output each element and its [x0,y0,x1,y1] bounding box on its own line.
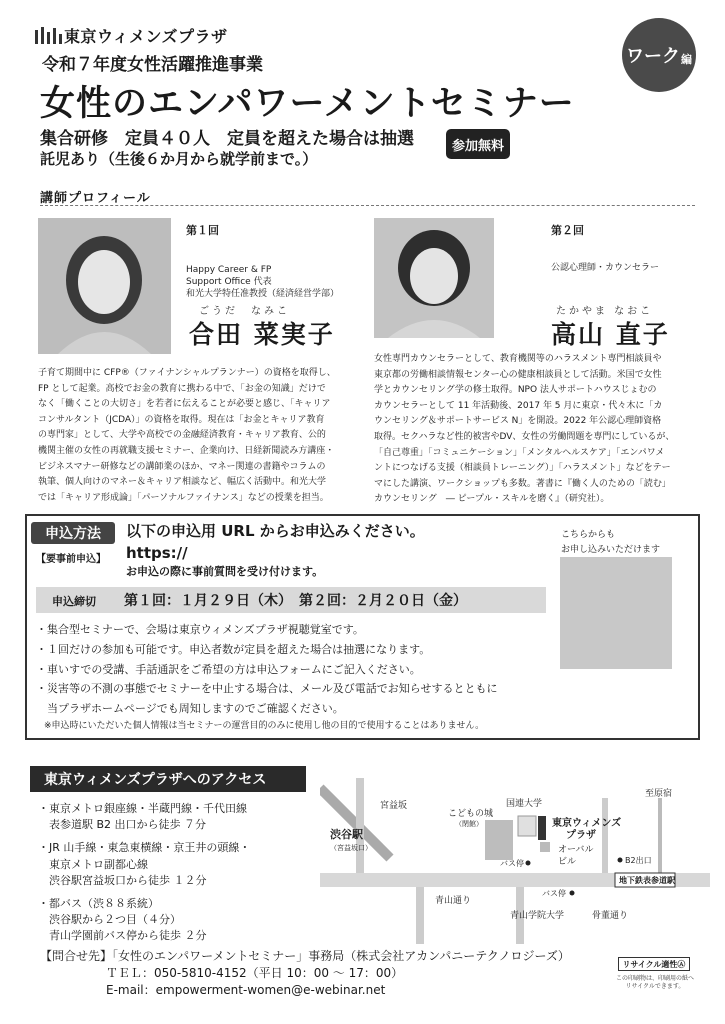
lecturer-1-name: 合田 菜実子 [189,320,335,349]
svg-text:プラザ: プラザ [566,830,596,841]
list-item: ・車いすでの受講、手話通訳をご希望の方は申込フォームにご記入ください。 [36,662,421,676]
qr-label: こちらからも お申し込みいただけます [561,530,661,555]
work-badge-suffix: 編 [681,53,692,66]
lecturer-2-ruby: たかやま なおこ [556,306,654,317]
list-item: ・１回だけの参加も可能です。申込者数が定員を超えた場合は抽選になります。 [36,642,431,656]
contact-phone: ＴＥＬ：050-5810-4152（平日 10：00 ～ 17：00） [106,966,404,980]
list-item: ・災害等の不測の事態でセミナーを中止する場合は、メール及び電話でお知らせするとともに [36,682,498,696]
logo-text: 東京ウィメンズプラザ [64,27,228,46]
svg-text:国連大学: 国連大学 [506,799,543,809]
list-item: 当プラザホームページでも周知しますのでご確認ください。 [36,702,344,716]
work-edition-badge [622,18,696,92]
deadline-label: 申込締切 [52,595,96,608]
lecturer-2-round: 第２回 [551,224,584,237]
svg-text:ビル: ビル [558,857,577,867]
svg-text:骨董通り: 骨董通り [592,911,629,921]
svg-text:地下鉄表参道駅: 地下鉄表参道駅 [619,876,675,885]
recycle-mark: リサイクル適性Ⓐ [618,957,690,971]
plaza-building [538,816,546,840]
lecturer-1-role: Happy Career & FP Support Office 代表 和光大学特任准教授（経済経営学部） [186,265,340,299]
application-instruction: 以下の申込用 URL からお申込みください。 [126,522,425,540]
application-label: 申込方法 [31,522,115,544]
work-badge-text: ワーク [626,46,680,67]
plaza-logo-icon [34,26,64,46]
map-shibuya-label: 渋谷駅 [330,828,363,841]
profile-heading: 講師プロフィール [40,191,151,206]
svg-text:（宮益坂口）: （宮益坂口） [330,844,372,852]
contact-info [40,948,570,999]
qr-code-placeholder[interactable] [560,557,672,669]
application-question-note: お申込の際に事前質問を受け付けます。 [126,565,324,578]
lecturer-1-photo [38,218,171,354]
list-item: ・集合型セミナーで、会場は東京ウィメンズプラザ視聴覚室です。 [36,623,364,636]
profile-divider [40,205,695,206]
svg-text:至原宿: 至原宿 [645,789,673,799]
childcare-info: 託児あり（生後６か月から就学前まで。） [40,150,318,168]
svg-text:青山学院大学: 青山学院大学 [510,911,565,921]
lecturer-2-photo [374,218,494,338]
recycle-note: この印刷物は、印刷用の紙へリサイクルできます。 [615,975,694,990]
lecturer-2-bio: 女性専門カウンセラーとして、教育機関等のハラスメント専門相談員や 東京都の労働相談情報センター心の健康相談員として活動。米国で女性 学とカウンセリング学の修士取得。NPO 法人サポートハウスじょむの カウンセラーとして 11 年活動後、2017 年 5 月に東京・代々木に「カ ウンセリング＆サポートサービス N」を開設。2022 年公認心理師資格 取得。セクハラなど性的被害やDV、女性の労働問題を専門にしているが、 「自己尊重」「コミュニケーション」「メンタルヘルスケア」「エンパワメ ントにつなげる支援（相談員トレーニング）」「ハラスメント」などをテー マにした講演、ワークショップも多数。著書に『働く人のための「読む」 カウンセリング ― ピープル・スキルを磨く』（研究社）。 [374,354,675,505]
svg-text:（閉館）: （閉館） [455,820,483,828]
lecturer-1-bio: 子育て期間中に CFP®（ファイナンシャルプランナー）の資格を取得し、 FP として起業。高校でお金の教育に携わる中で、「お金の知識」だけで なく「働くことの大切さ」を若者に伝えることが必要と感じ、「キャリア コンサルタント（JCDA）」の資格を取得。現在は「お金とキャリア教育 の専門家」として、大学や高校での金融経済教育・キャリア教育、公的 機関主催の女性の再就職支援セミナー、企業向け、日経新聞読み方講座・ ビジネスマナー研修などの講師業のほか、マネー関連の書籍やコラムの 執筆、個人向けのマネー＆キャリア相談など、幅広く活動中。和光大学 では「キャリア形成論」「パーソナルファイナンス」などの授業を担当。 [38,368,336,503]
svg-text:B2出口: B2出口 [625,856,652,865]
access-heading: 東京ウィメンズプラザへのアクセス [30,766,306,792]
svg-text:青山通り: 青山通り [435,896,472,906]
lecturer-2-name: 高山 直子 [551,320,670,349]
application-url-link[interactable]: https:// [126,544,188,562]
svg-text:宮益坂: 宮益坂 [380,801,408,811]
capacity-info: 集合研修 定員４０人 定員を超えた場合は抽選 [40,129,414,149]
privacy-note: ※申込時にいただいた個人情報は当セミナーの運営目的のみに使用し他の目的で使用することはありません。 [44,721,485,731]
deadline-dates: 第１回：１月２９日（木） 第２回：２月２０日（金） [124,593,467,609]
contact-line: 【問合せ先】「女性のエンパワーメントセミナー」事務局（株式会社アカンパニーテクノロジーズ） [40,949,570,963]
access-routes: ・東京メトロ銀座線・半蔵門線・千代田線 表参道駅 B2 出口から徒歩 ７分 ・JR 山手線・東急東横線・京王井の頭線・ 東京メトロ副都心線 渋谷駅宮益坂口から徒歩 １２分 ・都バス（渋８８系統） 渋谷駅から２つ目（４分） 青山学園前バス停から徒歩 ２分 [38,802,251,943]
application-notes-list [36,620,497,719]
lecturer-2-role: 公認心理師・カウンセラー [551,263,660,273]
svg-text:バス停: バス停 [542,889,566,898]
svg-text:こどもの城: こどもの城 [448,809,494,819]
svg-text:東京ウィメンズ: 東京ウィメンズ [552,818,622,829]
free-badge: 参加無料 [446,129,510,159]
page-title: 女性のエンパワーメントセミナー [40,84,575,124]
contact-email-link[interactable]: E-mail：empowerment-women@e-webinar.net [106,983,386,997]
lecturer-1-ruby: ごうだ なみこ [199,306,290,317]
kodomo-building [485,820,513,860]
application-required-note: 【要事前申込】 [36,554,106,565]
event-subtitle: 令和７年度女性活躍推進事業 [42,55,263,75]
access-map [320,778,710,944]
svg-text:オーバル: オーバル [558,845,594,855]
lecturer-1-round: 第１回 [186,224,219,237]
svg-text:バス停: バス停 [500,859,524,868]
